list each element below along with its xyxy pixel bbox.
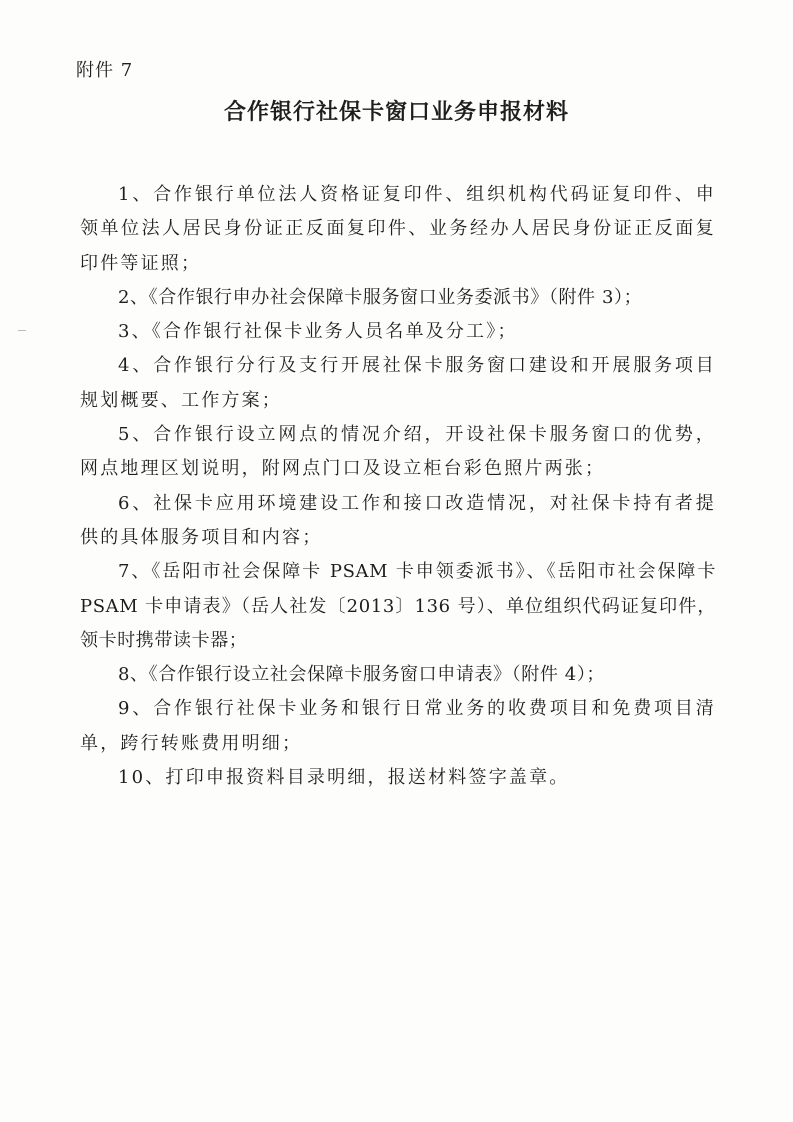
- list-item-3: 3、《合作银行社保卡业务人员名单及分工》；: [118, 321, 518, 343]
- list-item-1: 1、合作银行单位法人资格证复印件、组织机构代码证复印件、申领单位法人居民身份证正反面复印件、业务经办人居民身份证正反面复印件等证照；: [80, 184, 716, 274]
- list-item-10: 10、打印申报资料目录明细，报送材料签字盖章。: [118, 767, 570, 789]
- list-item-4: 4、合作银行分行及支行开展社保卡服务窗口建设和开展服务项目规划概要、工作方案；: [80, 355, 716, 411]
- list-item-5: 5、合作银行设立网点的情况介绍，开设社保卡服务窗口的优势，网点地理区划说明，附网点门口及设立柜台彩色照片两张；: [80, 424, 716, 480]
- list-item-9: 9、合作银行社保卡业务和银行日常业务的收费项目和免费项目清单，跨行转账费用明细；: [80, 698, 716, 754]
- list-item-6: 6、社保卡应用环境建设工作和接口改造情况，对社保卡持有者提供的具体服务项目和内容；: [80, 492, 716, 548]
- document-body: [80, 178, 716, 795]
- document-title: 合作银行社保卡窗口业务申报材料: [223, 99, 569, 125]
- list-item-2: 2、《合作银行申办社会保障卡服务窗口业务委派书》（附件 3）；: [118, 286, 643, 308]
- list-item-8: 8、《合作银行设立社会保障卡服务窗口申请表》（附件 4）；: [118, 664, 606, 686]
- scan-artifact: [18, 330, 26, 331]
- attachment-label: 附件 7: [76, 60, 134, 81]
- list-item-7: 7、《岳阳市社会保障卡 PSAM 卡申领委派书》、《岳阳市社会保障卡 PSAM 卡申请表》（岳人社发〔2013〕136 号）、单位组织代码证复印件，领卡时携带读卡器；: [80, 561, 716, 651]
